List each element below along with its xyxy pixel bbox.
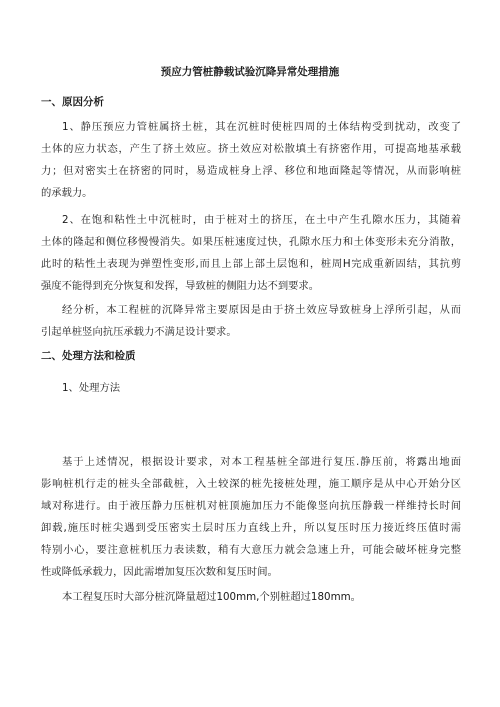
paragraph-re-pressing [41,451,461,583]
text-line: 卸载,施压时桩尖遇到受压密实土层时压力直线上升，所以复压时压力接近终压值时需 [41,522,461,534]
text-line: 力；但对密实土在挤密的同时，易造成桩身上浮、移位和地面隆起等情况，从而影响桩 [41,165,461,177]
paragraph-pore-pressure [41,209,461,297]
text-line: 2、在饱和粘性土中沉桩时，由于桩对土的挤压，在土中产生孔隙水压力，其随着 [62,214,461,226]
text-line: 1、静压预应力管桩属挤土桩，其在沉桩时使桩四周的土体结构受到扰动，改变了 [62,121,461,133]
paragraph-conclusion [41,299,461,343]
text-line: 特别小心，要注意桩机压力表读数，稍有大意压力就会急速上升，可能会破坏桩身完整 [41,544,461,556]
text-line: 土体的应力状态，产生了挤土效应。挤土效应对松散填土有挤密作用，可提高地基承载 [41,143,461,155]
text-line: 土体的隆起和侧位移慢慢消失。如果压桩速度过快，孔隙水压力和土体变形未充分消散， [41,236,461,248]
text-line: 此时的粘性土表现为弹塑性变形,而且上部上部土层饱和，桩周H完成重新固结，其抗剪 [41,258,461,270]
text-line: 基于上述情况，根据设计要求，对本工程基桩全部进行复压.静压前，将露出地面 [62,456,461,468]
paragraph-settlement-result [41,586,461,608]
text-line: 的承载力。 [41,187,93,199]
text-line: 引起单桩竖向抗压承载力不满足设计要求。 [41,326,237,338]
document-title: 预应力管桩静载试验沉降异常处理措施 [160,66,340,78]
subheading-treatment-method: 1、处理方法 [62,382,121,394]
section-heading-cause-analysis: 一、原因分析 [41,96,104,108]
section-heading-treatment: 二、处理方法和检质 [41,350,136,362]
text-line: 影响桩机行走的桩头全部截桩，入土较深的桩先接桩处理，施工顺序是从中心开始分区 [41,478,461,490]
paragraph-squeeze-effect [41,116,461,204]
text-line: 性或降低承载力，因此需增加复压次数和复压时间。 [41,566,278,578]
text-line: 本工程复压时大部分桩沉降量超过100mm,个别桩超过180mm。 [62,591,361,603]
text-line: 经分析，本工程桩的沉降异常主要原因是由于挤土效应导致桩身上浮所引起，从而 [62,304,461,316]
text-line: 强度不能得到充分恢复和发挥，导致桩的侧阻力达不到要求。 [41,280,320,292]
text-line: 域对称进行。由于液压静力压桩机对桩顶施加压力不能像竖向抗压静载一样维持长时间 [41,500,461,512]
